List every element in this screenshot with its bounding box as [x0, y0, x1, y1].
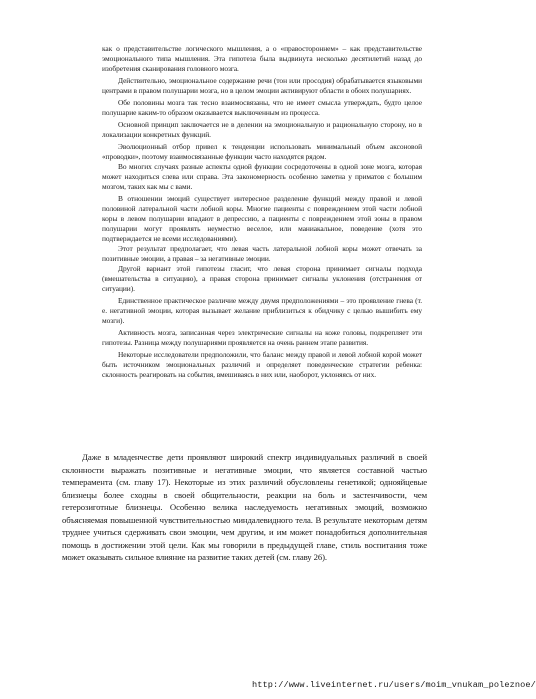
inset-paragraph-12: Некоторые исследователи предположили, что баланс между правой и левой лобной корой может быть источником эмоциональных различий и определяет поведенческие стратегии ребенка: склонность реагировать на события, вмешиваясь в них или, наоборот, уклоняясь от них. [102, 350, 422, 379]
inset-box [102, 44, 422, 380]
inset-paragraph-11: Активность мозга, записанная через электрические сигналы на коже головы, подкрепляет эти гипотезы. Разница между полушариями проявляется на очень раннем этапе развития. [102, 328, 422, 347]
inset-paragraph-8: Этот результат предполагает, что левая часть латеральной лобной коры может отвечать за позитивные эмоции, а правая – за негативные эмоции. [102, 244, 422, 263]
footer-url: http://www.liveinternet.ru/users/moim_vnukam_poleznoe/ [252, 680, 536, 690]
inset-paragraph-10: Единственное практическое различие между двумя предположениями – это проявление гнева (т. е. негативной эмоции, которая вызывает желание приблизиться к обидчику с целью вышибить ему мозги). [102, 296, 422, 325]
inset-paragraph-1: как о представительстве логического мышления, а о «правостороннем» – как представительстве эмоционального типа мышления. Эта гипотеза была выдвинута несколько десятилетий назад до изобретения сканирования головного мозга. [102, 44, 422, 73]
inset-paragraph-9: Другой вариант этой гипотезы гласит, что левая сторона принимает сигналы подхода (вмешательства в ситуацию), а правая сторона принимает сигналы уклонения (отстранения от ситуации). [102, 264, 422, 293]
main-text [62, 451, 427, 564]
inset-paragraph-5: Эволюционный отбор привел к тенденции использовать минимальный объем аксоновой «проводки», поэтому взаимосвязанные функции часто находятся рядом. [102, 142, 422, 161]
inset-paragraph-4: Основной принцип заключается не в делении на эмоциональную и рациональную сторону, но в локализации конкретных функций. [102, 120, 422, 139]
inset-paragraph-3: Обе половины мозга так тесно взаимосвязаны, что не имеет смысла утверждать, будто целое полушарие каким-то образом оказывается выключенным из процесса. [102, 98, 422, 117]
inset-paragraph-2: Действительно, эмоциональное содержание речи (тон или просодия) обрабатывается языковыми центрами в правом полушарии мозга, но в целом эмоции активируют области в обоих полушариях. [102, 76, 422, 95]
main-paragraph: Даже в младенчестве дети проявляют широкий спектр индивидуальных различий в своей склонности выражать позитивные и негативные эмоции, что является составной частью темперамента (см. главу 17). Некоторые из этих различий обусловлены генетикой; однояйцевые близнецы более сходны в своей общительности, реакции на боль и застенчивости, чем гетерозиготные близнецы. Особенно велика наследуемость негативных эмоций, возможно объясняемая повышенной чувствительностью миндалевидного тела. В результате некоторым детям труднее учиться сдерживать свои эмоции, чем другим, и им может понадобиться дополнительная помощь в достижении этой цели. Как мы говорили в предыдущей главе, стиль воспитания тоже может оказывать сильное влияние на развитие таких детей (см. главу 26). [62, 452, 427, 562]
inset-paragraph-6: Во многих случаях разные аспекты одной функции сосредоточены в одной зоне мозга, которая может находиться слева или справа. Эта закономерность особенно заметна у приматов с большим мозгом, таких как мы с вами. [102, 162, 422, 191]
inset-paragraph-7: В отношении эмоций существует интересное разделение функций между правой и левой половиной латеральной части лобной коры. Многие пациенты с повреждением этой части лобной коры в левом полушарии впадают в депрессию, а пациенты с повреждением этой зоны в правом полушарии могут проявлять неуместно веселое, или маниакальное, поведение (хотя это подтверждается не всеми исследованиями). [102, 194, 422, 243]
